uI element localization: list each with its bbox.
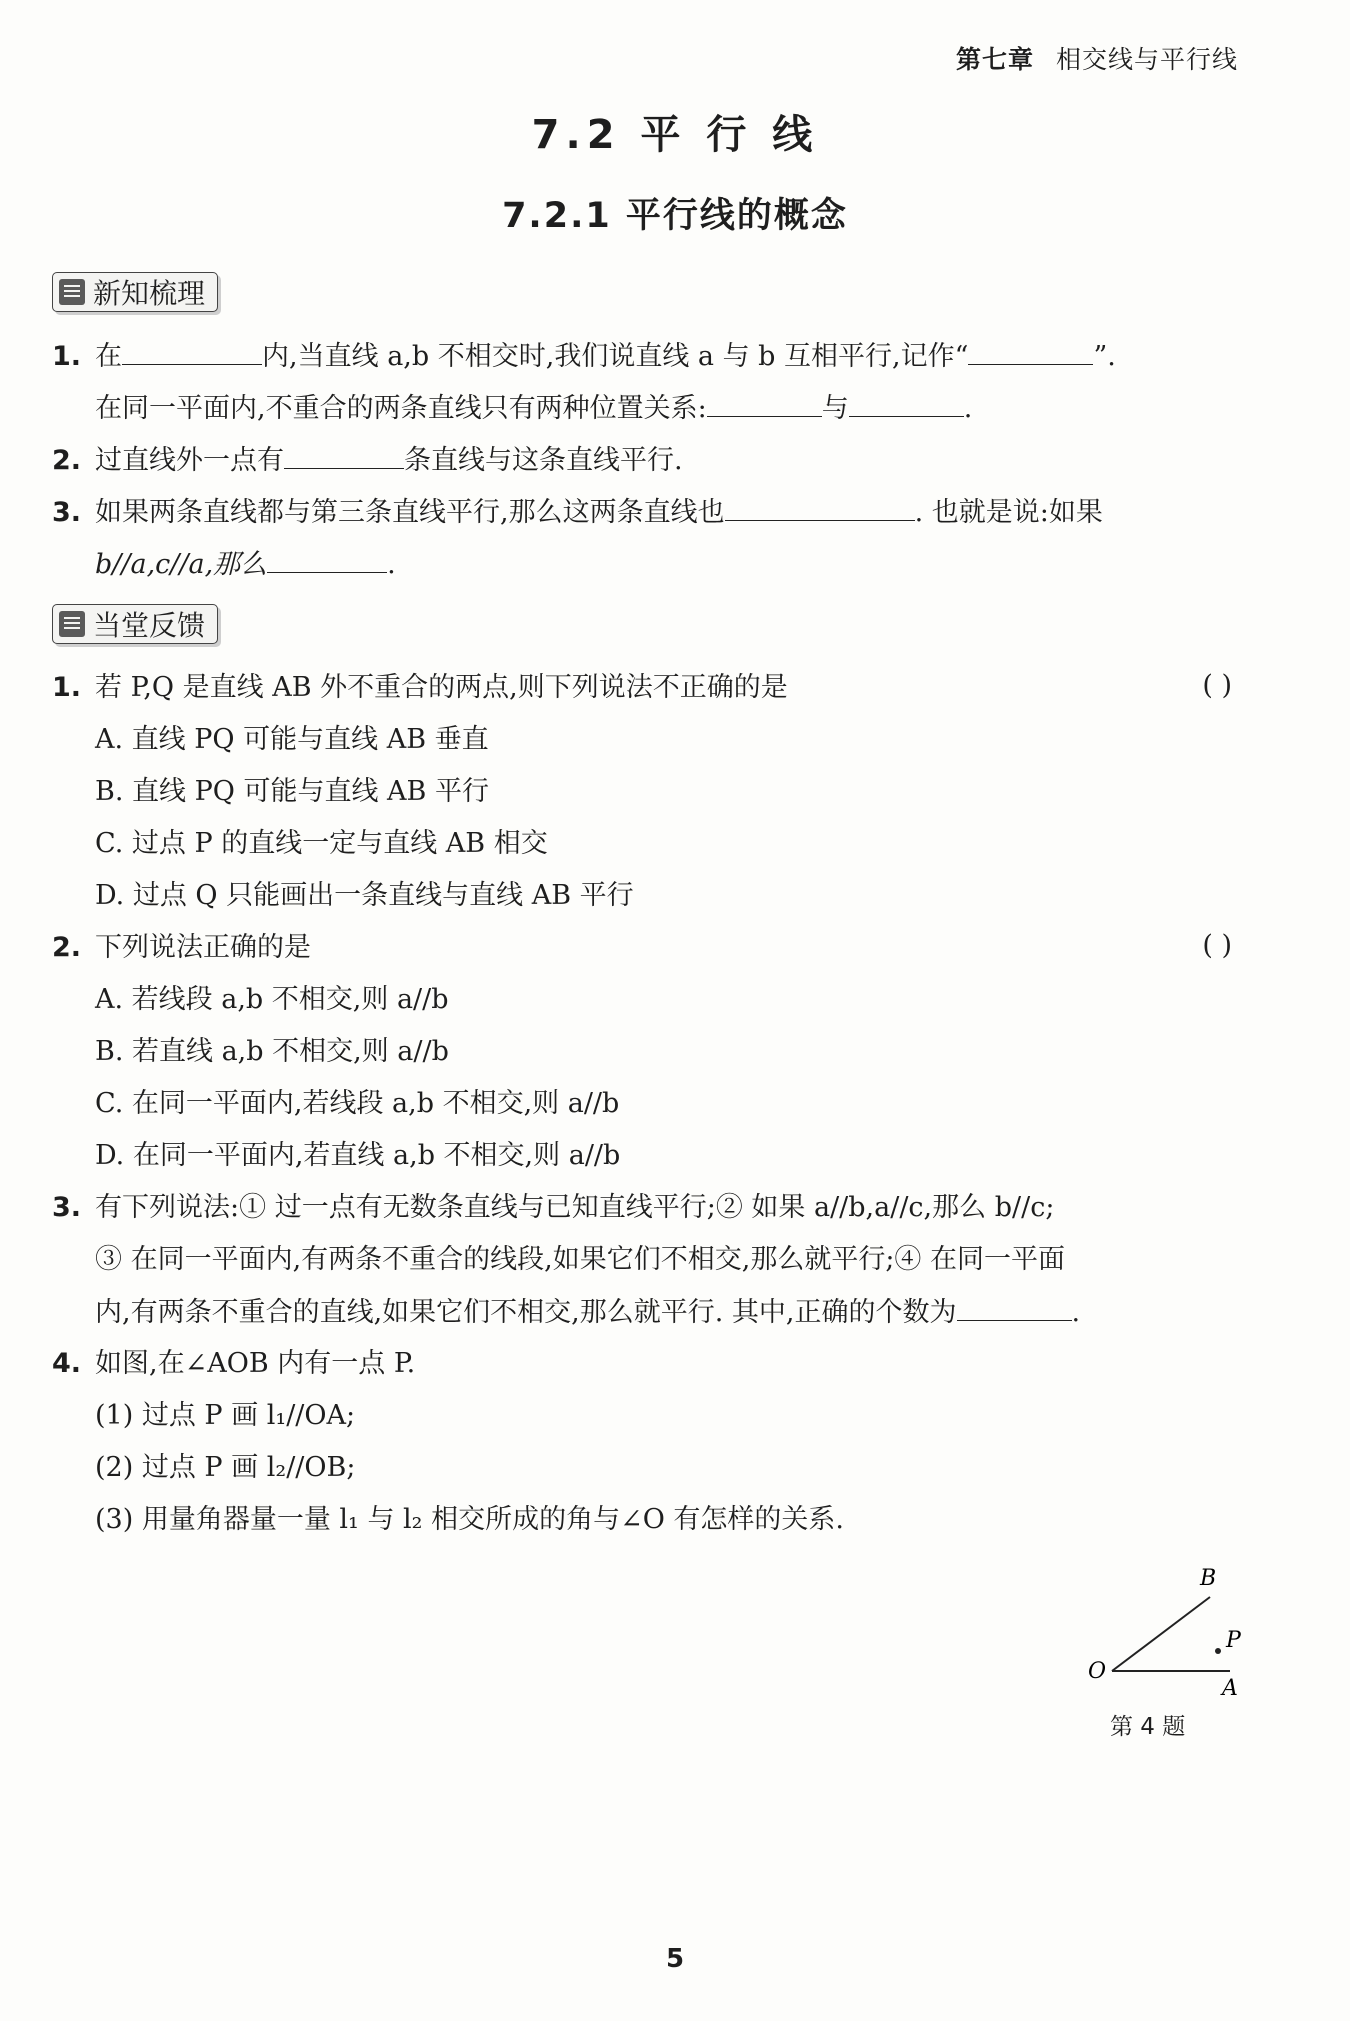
running-header [956, 40, 1238, 76]
question-4-part-1: (1) 过点 P 画 l₁//OA; [95, 1400, 356, 1431]
book-icon [59, 279, 85, 305]
point-p [1215, 1648, 1221, 1654]
fill-blank[interactable] [725, 494, 915, 521]
figure-caption: 第 4 题 [1110, 1714, 1186, 1740]
text: ”. [1093, 341, 1116, 372]
page-number: 5 [665, 1944, 685, 1974]
fill-blank[interactable] [707, 390, 822, 417]
option-c: C. 过点 P 的直线一定与直线 AB 相交 [95, 828, 548, 859]
text: . [1071, 1297, 1081, 1328]
pencil-icon [59, 611, 85, 637]
text: 内,有两条不重合的直线,如果它们不相交,那么就平行. 其中,正确的个数为 [95, 1297, 957, 1328]
question-4-stem [52, 1346, 1232, 1382]
chapter-title: 相交线与平行线 [1055, 45, 1238, 74]
fill-blank[interactable] [957, 1294, 1072, 1321]
text: 若 P,Q 是直线 AB 外不重合的两点,则下列说法不正确的是 [95, 672, 788, 703]
option-b: B. 若直线 a,b 不相交,则 a//b [95, 1036, 449, 1067]
text: 在 [95, 341, 123, 372]
text: 如图,在∠AOB 内有一点 P. [95, 1348, 416, 1379]
ray-ob [1112, 1597, 1210, 1671]
option-a: A. 直线 PQ 可能与直线 AB 垂直 [95, 724, 489, 755]
text: 过直线外一点有 [95, 445, 285, 476]
question-3-line-1 [52, 1190, 1232, 1226]
label-b: B [1200, 1566, 1217, 1591]
question-1-stem [52, 670, 1232, 706]
chapter-number: 第七章 [955, 45, 1034, 74]
question-4-part-2: (2) 过点 P 画 l₂//OB; [95, 1452, 356, 1483]
subsection-title: 7.2.1 平行线的概念 [502, 196, 848, 236]
label-a: A [1222, 1676, 1238, 1701]
option-d: D. 过点 Q 只能画出一条直线与直线 AB 平行 [95, 880, 634, 911]
fill-blank[interactable] [968, 338, 1093, 365]
question-2-stem [52, 930, 1232, 966]
section-label-text: 新知梳理 [93, 277, 206, 310]
item-number: 2. [52, 445, 82, 476]
question-3-line-3 [95, 1294, 1275, 1331]
item-number: 2. [52, 932, 82, 963]
answer-bracket[interactable]: ( ) [1202, 670, 1232, 701]
item-number: 3. [52, 1192, 82, 1223]
text: 在同一平面内,不重合的两条直线只有两种位置关系: [95, 393, 707, 424]
item-number: 1. [52, 672, 82, 703]
option-a: A. 若线段 a,b 不相交,则 a//b [95, 984, 449, 1015]
option-d: D. 在同一平面内,若直线 a,b 不相交,则 a//b [95, 1140, 621, 1171]
text: 内,当直线 a,b 不相交时,我们说直线 a 与 b 互相平行,记作“ [262, 341, 969, 372]
option-b: B. 直线 PQ 可能与直线 AB 平行 [95, 776, 489, 807]
text: 条直线与这条直线平行. [404, 445, 683, 476]
section-label-new-knowledge [52, 272, 218, 312]
text: 如果两条直线都与第三条直线平行,那么这两条直线也 [95, 497, 725, 528]
item-number: 4. [52, 1348, 82, 1379]
text: . [387, 549, 396, 580]
text: . 也就是说:如果 [914, 497, 1103, 528]
section-label-text: 当堂反馈 [93, 609, 206, 642]
item-number: 1. [52, 341, 82, 372]
question-3-line-2: ③ 在同一平面内,有两条不重合的线段,如果它们不相交,那么就平行;④ 在同一平面 [95, 1244, 1066, 1275]
text: . [963, 393, 973, 424]
angle-aob-figure [1070, 1545, 1250, 1715]
fill-blank[interactable] [267, 546, 387, 573]
question-4-part-3: (3) 用量角器量一量 l₁ 与 l₂ 相交所成的角与∠O 有怎样的关系. [95, 1504, 844, 1535]
answer-bracket[interactable]: ( ) [1202, 930, 1232, 961]
option-c: C. 在同一平面内,若线段 a,b 不相交,则 a//b [95, 1088, 620, 1119]
knowledge-1-line-1 [52, 338, 1232, 375]
text: b//a,c//a,那么 [95, 549, 268, 580]
fill-blank[interactable] [122, 338, 262, 365]
knowledge-3-line-1 [52, 494, 1232, 531]
section-title: 7.2 平 行 线 [531, 112, 819, 158]
knowledge-2 [52, 442, 1232, 479]
label-o: O [1088, 1659, 1107, 1684]
fill-blank[interactable] [849, 390, 964, 417]
text: 与 [821, 393, 849, 424]
knowledge-1-line-2 [95, 390, 1275, 427]
knowledge-3-line-2 [95, 546, 1275, 583]
section-label-feedback [52, 604, 218, 644]
item-number: 3. [52, 497, 82, 528]
text: 下列说法正确的是 [95, 932, 312, 963]
fill-blank[interactable] [284, 442, 404, 469]
label-p: P [1226, 1628, 1241, 1653]
text: 有下列说法:① 过一点有无数条直线与已知直线平行;② 如果 a//b,a//c,那么 b//c; [95, 1192, 1055, 1223]
